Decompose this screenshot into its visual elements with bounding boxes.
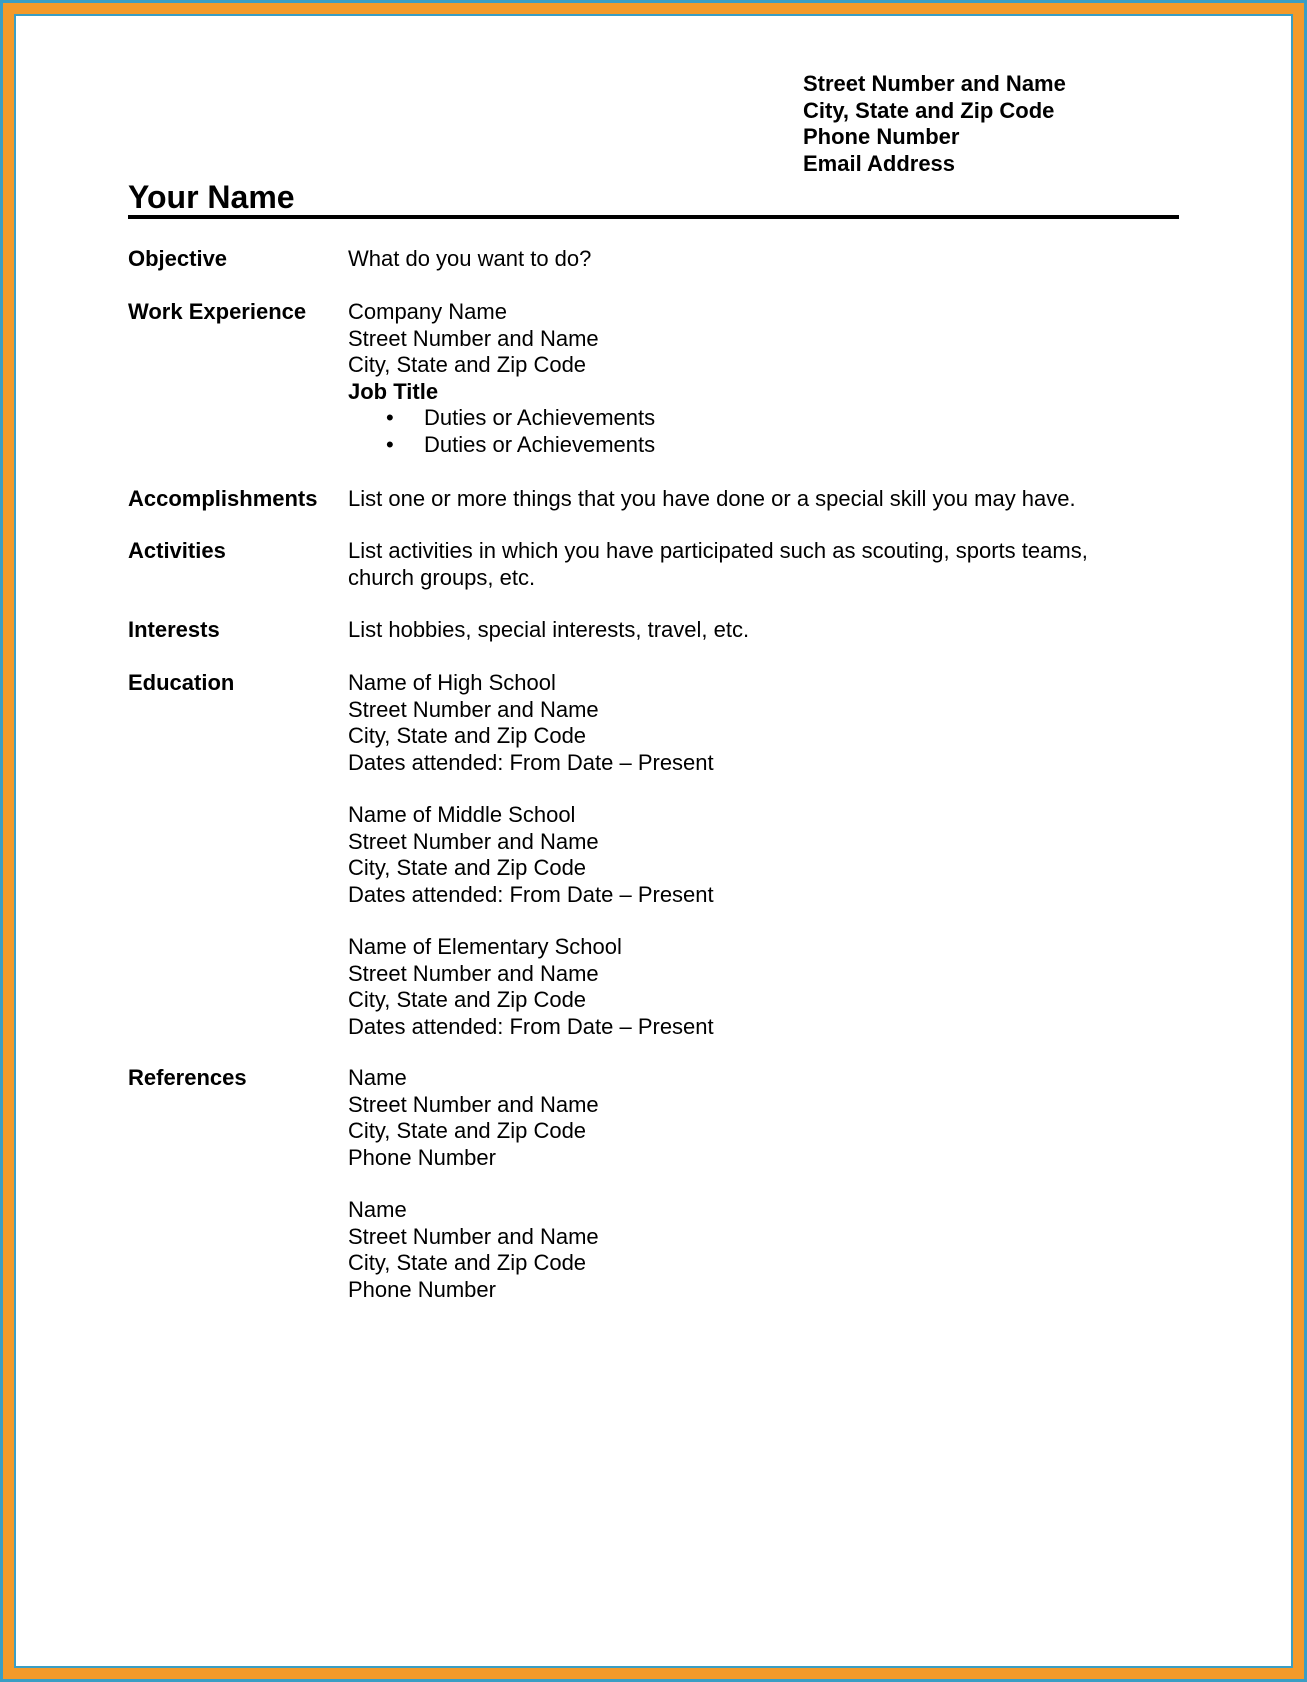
reference-city: City, State and Zip Code bbox=[348, 1118, 587, 1143]
activities-body bbox=[348, 538, 1088, 591]
resume-name: Your Name bbox=[128, 179, 295, 215]
job-title: Job Title bbox=[348, 378, 439, 404]
contact-email: Email Address bbox=[803, 150, 956, 176]
accomplishments-label: Accomplishments bbox=[128, 486, 318, 511]
objective-text: What do you want to do? bbox=[348, 246, 592, 271]
contact-phone: Phone Number bbox=[803, 124, 960, 149]
reference-entry bbox=[348, 1197, 599, 1303]
school-name: Name of Middle School bbox=[348, 802, 576, 827]
interests-label: Interests bbox=[128, 617, 220, 642]
education-body bbox=[348, 670, 714, 1040]
company-city: City, State and Zip Code bbox=[348, 352, 587, 377]
education-label: Education bbox=[128, 670, 235, 695]
work-experience-label: Work Experience bbox=[128, 299, 307, 324]
contact-block bbox=[803, 71, 1066, 177]
accomplishments-text: List one or more things that you have done or a special skill you may have. bbox=[348, 486, 1076, 511]
references-label: References bbox=[128, 1065, 247, 1090]
school-entry bbox=[348, 670, 714, 776]
bullet-icon: • bbox=[386, 405, 394, 430]
reference-phone: Phone Number bbox=[348, 1276, 496, 1302]
reference-phone: Phone Number bbox=[348, 1144, 496, 1170]
school-entry bbox=[348, 934, 714, 1040]
school-city: City, State and Zip Code bbox=[348, 855, 587, 880]
company-street: Street Number and Name bbox=[348, 325, 599, 351]
reference-name: Name bbox=[348, 1197, 407, 1222]
school-entry bbox=[348, 802, 714, 908]
company-name: Company Name bbox=[348, 299, 507, 324]
contact-city: City, State and Zip Code bbox=[803, 97, 1055, 123]
school-name: Name of Elementary School bbox=[348, 934, 622, 959]
contact-street: Street Number and Name bbox=[803, 71, 1066, 96]
bullet-icon: • bbox=[386, 431, 394, 457]
duty-text: Duties or Achievements bbox=[424, 405, 656, 430]
school-street: Street Number and Name bbox=[348, 960, 599, 986]
duty-item bbox=[348, 432, 655, 459]
objective-label: Objective bbox=[128, 246, 228, 271]
references-body bbox=[348, 1065, 599, 1303]
school-dates: Dates attended: From Date – Present bbox=[348, 1013, 714, 1039]
school-street: Street Number and Name bbox=[348, 696, 599, 722]
school-street: Street Number and Name bbox=[348, 828, 599, 854]
school-city: City, State and Zip Code bbox=[348, 723, 587, 748]
name-rule bbox=[128, 215, 1179, 219]
reference-street: Street Number and Name bbox=[348, 1091, 599, 1117]
work-experience-body bbox=[348, 299, 655, 458]
school-name: Name of High School bbox=[348, 670, 556, 695]
interests-text: List hobbies, special interests, travel, etc. bbox=[348, 617, 750, 642]
school-city: City, State and Zip Code bbox=[348, 987, 587, 1012]
duty-text: Duties or Achievements bbox=[424, 431, 656, 457]
duty-item bbox=[348, 405, 655, 432]
school-dates: Dates attended: From Date – Present bbox=[348, 749, 714, 775]
activities-line: church groups, etc. bbox=[348, 564, 536, 590]
reference-street: Street Number and Name bbox=[348, 1223, 599, 1249]
reference-name: Name bbox=[348, 1065, 407, 1090]
school-dates: Dates attended: From Date – Present bbox=[348, 881, 714, 907]
reference-entry bbox=[348, 1065, 599, 1171]
activities-label: Activities bbox=[128, 538, 226, 563]
reference-city: City, State and Zip Code bbox=[348, 1250, 587, 1275]
activities-line: List activities in which you have participated such as scouting, sports teams, bbox=[348, 538, 1088, 563]
